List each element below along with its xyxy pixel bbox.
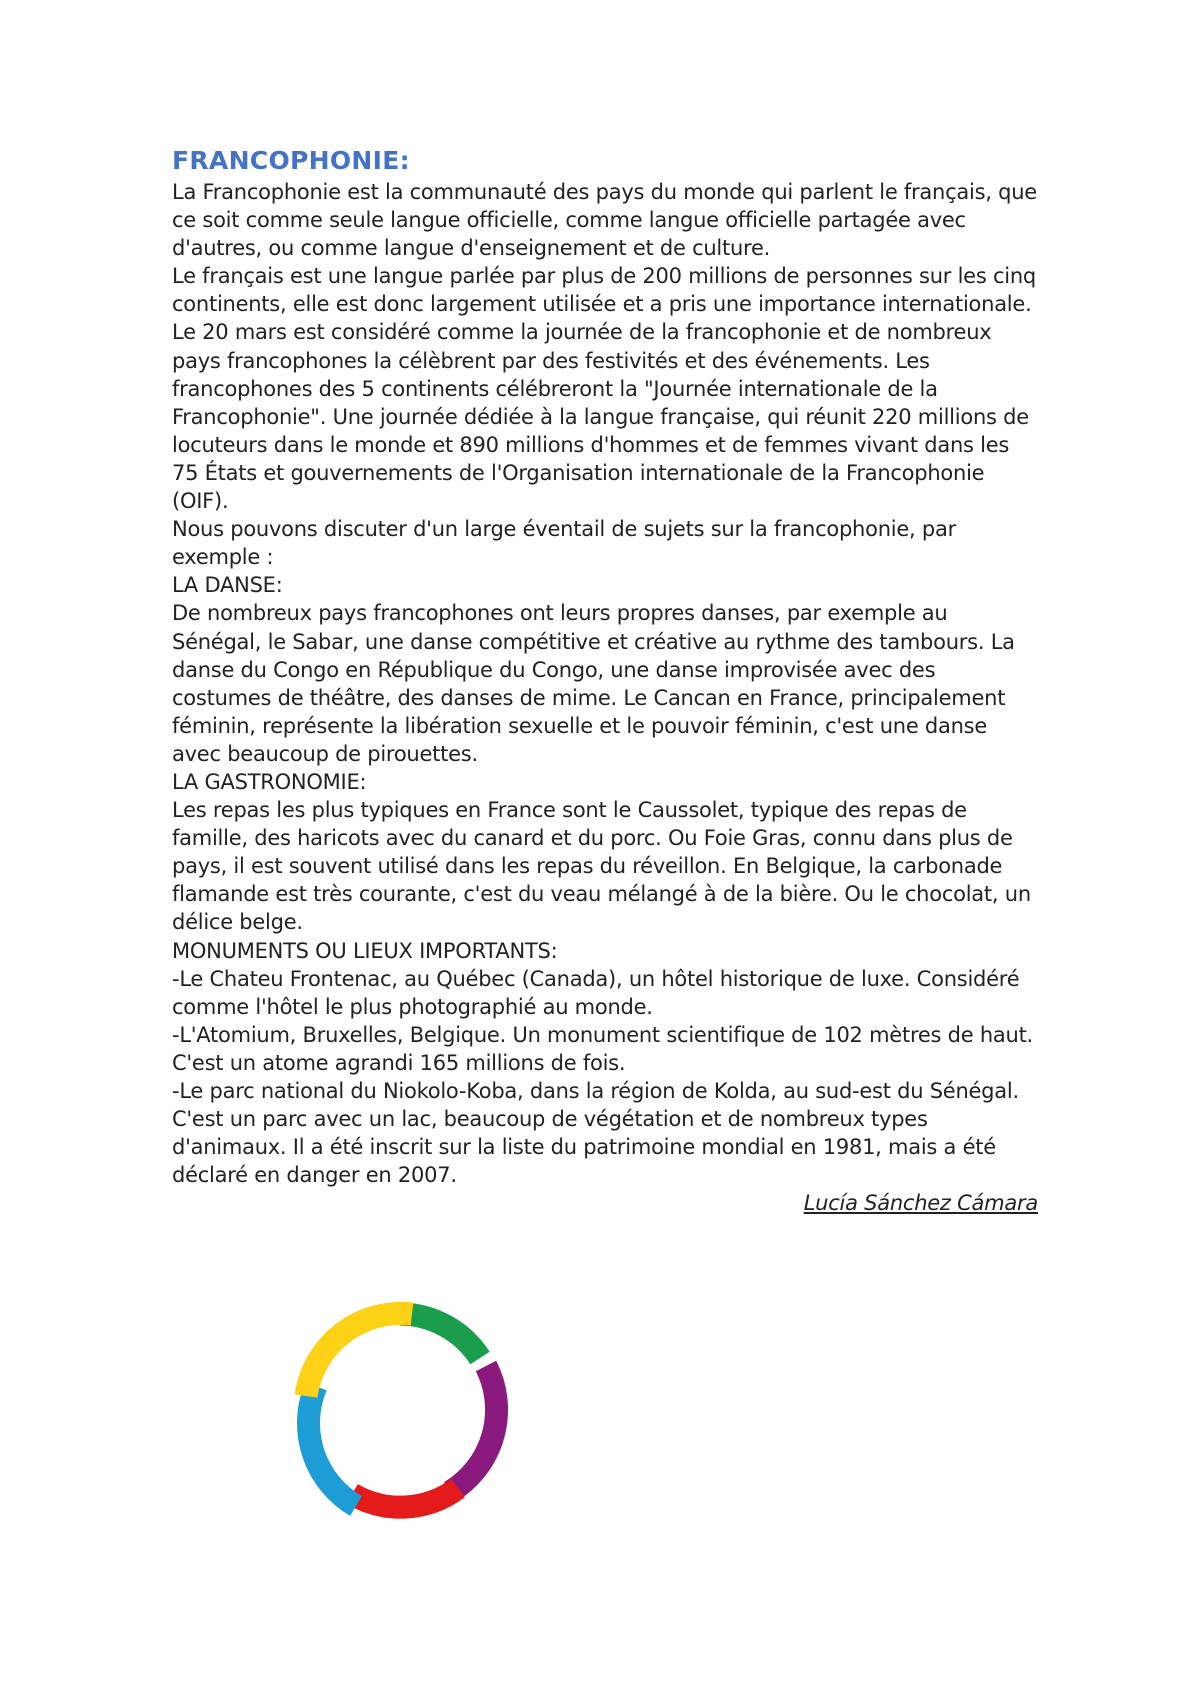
- logo-segment-red: [352, 1488, 458, 1507]
- paragraph-gastronomie: Les repas les plus typiques en France sont le Caussolet, typique des repas de famille, des haricots avec du canard et du porc. Ou Foie Gras, connu dans plus de pays, il est souvent utilisé dans les repas du réveillon. En Belgique, la carbonade flamande est très courante, c'est du veau mélangé à de la bière. Ou le chocolat, un délice belge.: [172, 798, 1031, 935]
- logo-segment-yellow: [306, 1313, 412, 1396]
- logo-segment-green: [400, 1314, 480, 1358]
- paragraph-danse: De nombreux pays francophones ont leurs propres danses, par exemple au Sénégal, le Sabar, une danse compétitive et créative au rythme des tambours. La danse du Congo en République du Congo, une danse improvisée avec des costumes de théâtre, des danses de mime. Le Cancan en France, principalement féminin, représente la libération sexuelle et le pouvoir féminin, c'est une danse avec beaucoup de pirouettes.: [172, 601, 1015, 766]
- author-signature: Lucía Sánchez Cámara: [803, 1191, 1038, 1216]
- paragraph-speakers: Le français est une langue parlée par plus de 200 millions de personnes sur les cinq continents, elle est donc largement utilisée et a pris une importance internationale.: [172, 264, 1036, 317]
- paragraph-intro: La Francophonie est la communauté des pays du monde qui parlent le français, que ce soit comme seule langue officielle, comme langue officielle partagée avec d'autres, ou comme langue d'enseignement et de culture.: [172, 180, 1037, 261]
- heading-gastronomie: LA GASTRONOMIE:: [172, 769, 367, 794]
- document-title: FRANCOPHONIE:: [172, 146, 410, 175]
- francophonie-logo: [290, 1300, 510, 1520]
- heading-monuments: MONUMENTS OU LIEUX IMPORTANTS:: [172, 938, 558, 963]
- paragraph-topics: Nous pouvons discuter d'un large éventail de sujets sur la francophonie, par exemple :: [172, 517, 956, 570]
- paragraph-frontenac: -Le Chateu Frontenac, au Québec (Canada), un hôtel historique de luxe. Considéré comme l'hôtel le plus photographié au monde.: [172, 966, 1020, 1019]
- heading-danse: LA DANSE:: [172, 573, 283, 598]
- paragraph-atomium: -L'Atomium, Bruxelles, Belgique. Un monument scientifique de 102 mètres de haut. C'est un atome agrandi 165 millions de fois.: [172, 1022, 1033, 1075]
- paragraph-20-mars: Le 20 mars est considéré comme la journée de la francophonie et de nombreux pays francophones la célèbrent par des festivités et des événements. Les francophones des 5 continents célébreront la "Journée internationale de la Francophonie". Une journée dédiée à la langue française, qui réunit 220 millions de locuteurs dans le monde et 890 millions d'hommes et de femmes vivant dans les 75 États et gouvernements de l'Organisation internationale de la Francophonie (OIF).: [172, 320, 1029, 514]
- paragraph-niokolo-koba: -Le parc national du Niokolo-Koba, dans la région de Kolda, au sud-est du Sénégal. C'est un parc avec un lac, beaucoup de végétation et de nombreux types d'animaux. Il a été inscrit sur la liste du patrimoine mondial en 1981, mais a été déclaré en danger en 2007.: [172, 1079, 1019, 1188]
- logo-segment-purple: [450, 1366, 497, 1492]
- document-body: [172, 146, 1038, 1217]
- logo-segment-blue: [309, 1386, 356, 1506]
